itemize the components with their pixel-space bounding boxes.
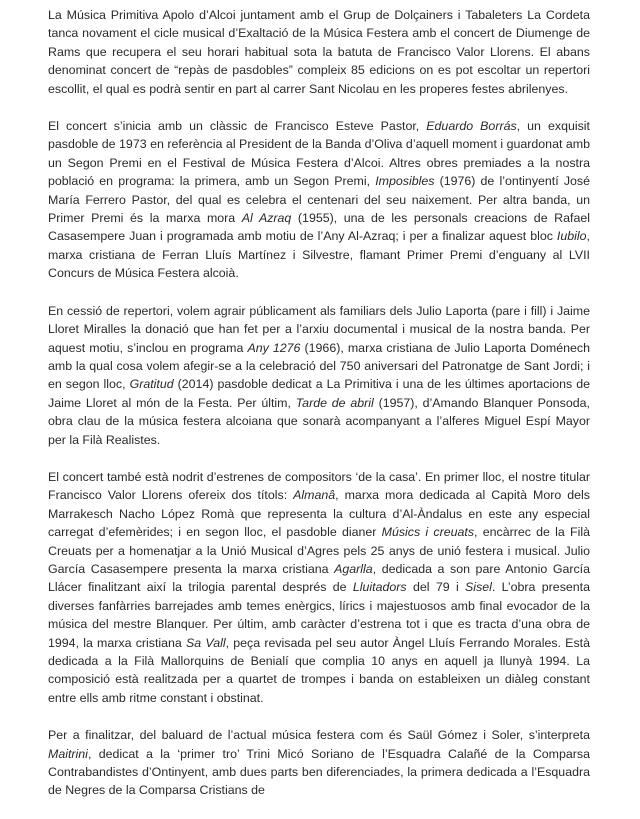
text-run: , marxa mora dedicada al Capità Moro dels Marrakesch Nacho López Romà que representa la cultura d’Al-Àndalus en este any especial carregat d’efemèrides; i en segon lloc, el pasdoble dianer [48,488,590,540]
text-run: El concert també està nodrit d’estrenes de compositors ‘de la casa’. En primer lloc, el nostre titular Francisco Valor Llorens ofereix dos títols: [48,469,590,503]
work-title: Músics i creuats [381,525,475,540]
work-title: Sa Vall [186,635,226,650]
text-run: . L’obra presenta diverses fanfàrries barrejades amb temes enèrgics, lírics i majestuosos amb final evocador de la música del mestre Blanquer. Per últim, amb caràcter d’estrena tot i que es tracta d’una obra de 1994, la marxa cristiana [48,580,591,650]
paragraph-repertoire-donation [48,302,590,449]
work-title: Any 1276 [247,340,301,355]
text-run: , encàrrec de la Filà Creuats per a homenatjar a la Unió Musical d’Agres pels 25 anys de unió festera i musical. Julio García Casasempere presenta la marxa cristiana [48,525,591,576]
work-title: Tarde de abril [295,395,374,410]
work-title: Iubilo [556,229,587,244]
article-body [48,6,590,819]
paragraph-finale [48,726,590,800]
text-run: , peça revisada pel seu autor Àngel Lluís Ferrando Morales. Està dedicada a la Filà Mallorquins de Benialí que complia 10 anys en aquell ja llunyà 1994. La composició està realitzada per a quartet de trompes i banda on estableixen un diàleg constant entre ells amb ritme constant i obstinat. [48,635,590,705]
text-run: (2014) pasdoble dedicat a La Primitiva i una de les últimes aportacions de Jaime Lloret al món de la Festa. Per últim, [48,377,590,410]
paragraph-intro [48,6,590,98]
work-title: Maitrini [48,746,88,761]
text-run: En cessió de repertori, volem agrair públicament als familiars dels Julio Laporta (pare i fill) i Jaime Lloret Miralles la donació que han fet per a l’arxiu documental i musical de la nostra banda. Per aquest motiu, s’inclou en programa [48,303,590,355]
work-title: Gratitud [129,377,174,392]
work-title: Agarlla [334,561,373,576]
text-run: , dedicat a la ‘primer tro’ Trini Micó Soriano de l’Esquadra Calañé de la Comparsa Contrabandistes d’Ontinyent, amb dues parts ben diferenciades, la primera dedicada a l’Esquadra de Negres de la Comparsa Cristians de [48,746,590,798]
text-run: El concert s’inicia amb un clàssic de Francisco Esteve Pastor, [48,119,427,134]
work-title: Eduardo Borrás [426,119,517,134]
work-title: Al Azraq [241,211,292,226]
work-title: Imposibles [375,174,435,189]
text-run: Per a finalitzar, del baluard de l’actual música festera com és Saül Gómez i Soler, s’interpreta [48,728,590,743]
work-title: Sisel [465,580,492,595]
text-run: (1957), d’Amando Blanquer Ponsoda, obra clau de la música festera alcoiana que sonarà acompanyant a l’alferes Miguel Espí Mayor per la Filà Realistes. [48,395,590,447]
work-title: Lluitadors [352,580,407,595]
text-run: , un exquisit pasdoble de 1973 en referència al President de la Banda d’Oliva d’aquell moment i guardonat amb un Segon Premi en el Festival de Música Festera d’Alcoi. Altres obres premiades a la nostra població en programa: la primera, amb un Segon Premi, [48,119,590,189]
paragraph-premieres [48,468,590,707]
text-run: (1966), marxa cristiana de Julio Laporta Doménech amb la qual cosa volem afegir-se a la celebració del 750 aniversari del Patronatge de Sant Jordi; i en segon lloc, [48,340,591,392]
text-run: (1976) de l’ontinyentí José María Ferrero Pastor, del qual es celebra el centenari del seu naixement. Per altra banda, un Primer Premi és la marxa mora [48,174,590,226]
text-run: , dedicada a son pare Antonio García Llácer finalitzant així la trilogia parental després de [48,561,590,595]
work-title: Almanâ [293,488,336,503]
text-run: (1955), una de les personals creacions de Rafael Casasempere Juan i programada amb motiu de l’Any Al-Azraq; i per a finalizar aquest bloc [48,211,590,244]
text-run: La Música Primitiva Apolo d’Alcoi juntament amb el Grup de Dolçainers i Tabaleters La Cordeta tanca novament el cicle musical d’Exaltació de la Música Festera amb el concert de Diumenge de Rams que recupera el seu horari habitual sota la batuta de Francisco Valor Llorens. El abans denominat concert de “repàs de pasdobles” compleix 85 edicions on es pot escoltar un repertori escollit, el qual es podrà sentir en part al carrer Sant Nicolau en les properes festes abrilenyes. [48,8,590,96]
paragraph-opening-works [48,117,590,283]
text-run: , marxa cristiana de Ferran Lluís Martínez i Silvestre, flamant Primer Premi d’enguany al LVII Concurs de Música Festera alcoià. [48,229,590,281]
text-run: del 79 i [406,580,466,595]
